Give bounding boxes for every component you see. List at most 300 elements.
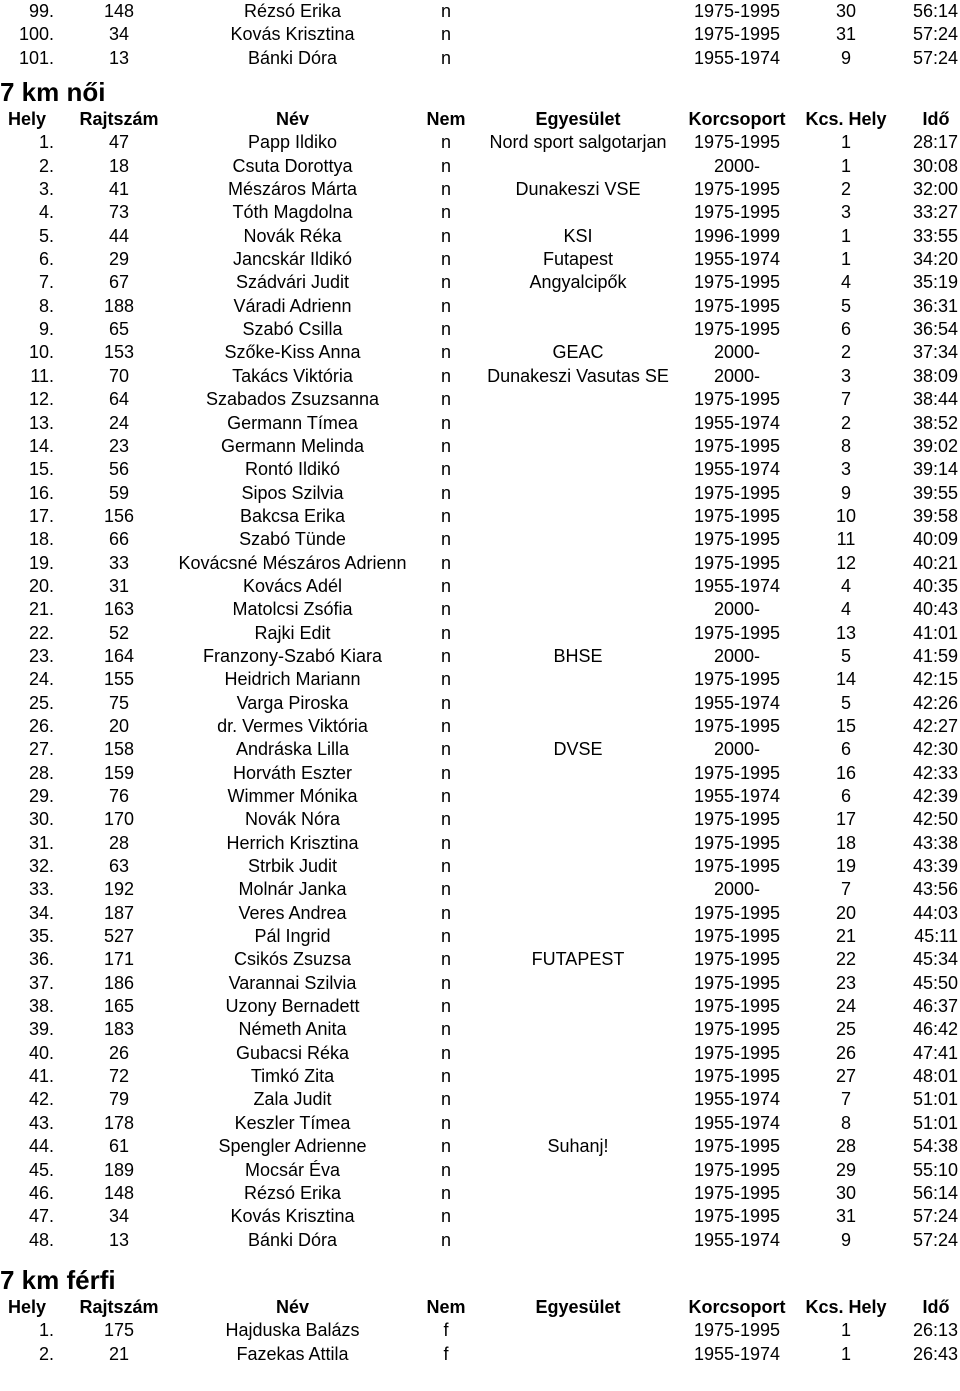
sex-cell: n bbox=[440, 1112, 451, 1133]
category-rank-cell: 27 bbox=[835, 1066, 857, 1087]
place-cell: 99. bbox=[28, 1, 54, 21]
table-row bbox=[0, 341, 960, 364]
table-row bbox=[0, 1018, 960, 1041]
table-row bbox=[0, 1112, 960, 1135]
bib-cell: 52 bbox=[108, 622, 130, 643]
place-cell: 45. bbox=[28, 1159, 54, 1180]
bib-cell: 165 bbox=[103, 996, 135, 1017]
time-cell: 45:50 bbox=[912, 972, 958, 993]
category-rank-cell: 1 bbox=[840, 132, 851, 153]
name-cell: Szabó Tünde bbox=[239, 529, 346, 550]
table-row bbox=[0, 435, 960, 458]
category-rank-cell: 6 bbox=[840, 786, 851, 806]
time-cell: 56:14 bbox=[912, 1182, 958, 1203]
table-row bbox=[0, 1229, 960, 1252]
category-cell: 2000- bbox=[713, 879, 761, 900]
time-cell: 34:20 bbox=[912, 249, 958, 270]
bib-cell: 34 bbox=[108, 1206, 130, 1227]
bib-cell: 65 bbox=[108, 319, 130, 340]
category-cell: 1975-1995 bbox=[693, 1320, 781, 1341]
name-cell: Takács Viktória bbox=[232, 365, 353, 386]
time-cell: 48:01 bbox=[912, 1066, 958, 1087]
category-cell: 1975-1995 bbox=[693, 902, 781, 923]
sex-cell: n bbox=[440, 365, 451, 386]
bib-cell: 26 bbox=[108, 1042, 130, 1063]
time-cell: 38:44 bbox=[912, 389, 958, 410]
bib-cell: 186 bbox=[103, 972, 135, 993]
place-cell: 4. bbox=[38, 202, 54, 223]
time-cell: 51:01 bbox=[912, 1112, 958, 1133]
place-cell: 43. bbox=[28, 1112, 54, 1133]
table-row bbox=[0, 225, 960, 248]
sex-cell: n bbox=[440, 575, 451, 596]
category-rank-cell: 6 bbox=[840, 319, 851, 340]
sex-cell: f bbox=[443, 1343, 449, 1364]
category-rank-cell: 20 bbox=[835, 902, 857, 923]
category-rank-cell: 23 bbox=[835, 972, 857, 993]
sex-cell: n bbox=[440, 132, 451, 153]
table-row bbox=[0, 575, 960, 598]
category-cell: 1975-1995 bbox=[693, 132, 781, 153]
time-cell: 39:58 bbox=[912, 505, 958, 526]
place-cell: 8. bbox=[38, 295, 54, 316]
category-cell: 1975-1995 bbox=[693, 1019, 781, 1040]
name-cell: Bánki Dóra bbox=[247, 1229, 338, 1250]
bib-cell: 178 bbox=[103, 1112, 135, 1133]
bib-cell: 158 bbox=[103, 739, 135, 760]
category-rank-cell: 1 bbox=[840, 1320, 851, 1341]
category-rank-cell: 9 bbox=[840, 1229, 851, 1250]
bib-cell: 79 bbox=[108, 1089, 130, 1110]
name-cell: Uzony Bernadett bbox=[225, 996, 360, 1017]
sex-cell: n bbox=[440, 832, 451, 853]
bib-cell: 66 bbox=[108, 529, 130, 550]
name-cell: Herrich Krisztina bbox=[226, 832, 359, 853]
place-cell: 13. bbox=[28, 412, 54, 433]
bib-cell: 59 bbox=[108, 482, 130, 503]
sex-cell: n bbox=[440, 949, 451, 970]
category-rank-cell: 2 bbox=[840, 179, 851, 200]
sex-cell: n bbox=[440, 692, 451, 713]
place-cell: 2. bbox=[38, 155, 54, 176]
name-cell: Mészáros Márta bbox=[227, 179, 358, 200]
time-cell: 42:50 bbox=[912, 809, 958, 830]
place-cell: 40. bbox=[28, 1042, 54, 1063]
time-cell: 39:14 bbox=[912, 459, 958, 480]
table-row bbox=[0, 692, 960, 715]
table-row bbox=[0, 271, 960, 294]
table-row bbox=[0, 1319, 960, 1342]
category-cell: 1975-1995 bbox=[693, 1042, 781, 1063]
category-rank-cell: 1 bbox=[840, 249, 851, 270]
sex-cell: n bbox=[440, 529, 451, 550]
category-cell: 1975-1995 bbox=[693, 529, 781, 550]
category-rank-cell: 10 bbox=[835, 505, 857, 526]
category-cell: 1975-1995 bbox=[693, 24, 781, 45]
name-cell: Varannai Szilvia bbox=[228, 972, 357, 993]
time-cell: 39:55 bbox=[912, 482, 958, 503]
category-cell: 2000- bbox=[713, 342, 761, 363]
category-cell: 1975-1995 bbox=[693, 715, 781, 736]
time-cell: 39:02 bbox=[912, 435, 958, 456]
category-rank-cell: 2 bbox=[840, 412, 851, 433]
place-cell: 12. bbox=[28, 389, 54, 410]
time-cell: 36:54 bbox=[912, 319, 958, 340]
table-row bbox=[0, 388, 960, 411]
place-cell: 5. bbox=[38, 225, 54, 246]
table-row bbox=[0, 0, 960, 23]
sex-cell: n bbox=[440, 715, 451, 736]
bib-cell: 153 bbox=[103, 342, 135, 363]
place-cell: 1. bbox=[38, 132, 54, 153]
table-row bbox=[0, 738, 960, 761]
category-cell: 1955-1974 bbox=[693, 786, 781, 806]
category-cell: 1975-1995 bbox=[693, 809, 781, 830]
name-cell: Rontó Ildikó bbox=[244, 459, 341, 480]
place-cell: 10. bbox=[28, 342, 54, 363]
category-cell: 1975-1995 bbox=[693, 972, 781, 993]
club-cell: DVSE bbox=[553, 739, 603, 760]
sex-cell: n bbox=[440, 972, 451, 993]
name-cell: Csikós Zsuzsa bbox=[233, 949, 352, 970]
table-row bbox=[0, 645, 960, 668]
table-header-row bbox=[0, 108, 960, 131]
sex-cell: n bbox=[440, 412, 451, 433]
place-cell: 39. bbox=[28, 1019, 54, 1040]
category-rank-cell: 7 bbox=[840, 389, 851, 410]
place-cell: 22. bbox=[28, 622, 54, 643]
name-cell: Mocsár Éva bbox=[244, 1159, 341, 1180]
category-cell: 1955-1974 bbox=[693, 1089, 781, 1110]
name-cell: Novák Nóra bbox=[244, 809, 341, 830]
name-cell: Franzony-Szabó Kiara bbox=[202, 645, 383, 666]
name-cell: Germann Melinda bbox=[220, 435, 365, 456]
category-rank-cell: 15 bbox=[835, 715, 857, 736]
category-rank-cell: 25 bbox=[835, 1019, 857, 1040]
time-cell: 42:30 bbox=[912, 739, 958, 760]
category-rank-cell: 8 bbox=[840, 435, 851, 456]
category-rank-cell: 7 bbox=[840, 879, 851, 900]
category-cell: 1975-1995 bbox=[693, 1182, 781, 1203]
category-rank-cell: 9 bbox=[840, 47, 851, 68]
name-cell: Kovás Krisztina bbox=[230, 24, 355, 45]
place-cell: 19. bbox=[28, 552, 54, 573]
column-header-time: Idő bbox=[922, 109, 950, 130]
sex-cell: n bbox=[440, 1229, 451, 1250]
sex-cell: n bbox=[440, 505, 451, 526]
column-header-place: Hely bbox=[8, 109, 47, 130]
bib-cell: 189 bbox=[103, 1159, 135, 1180]
category-cell: 1975-1995 bbox=[693, 622, 781, 643]
bib-cell: 170 bbox=[103, 809, 135, 830]
table-row bbox=[0, 855, 960, 878]
table-row bbox=[0, 155, 960, 178]
bib-cell: 75 bbox=[108, 692, 130, 713]
name-cell: Kovács Adél bbox=[242, 575, 343, 596]
category-cell: 1975-1995 bbox=[693, 272, 781, 293]
time-cell: 38:52 bbox=[912, 412, 958, 433]
category-rank-cell: 29 bbox=[835, 1159, 857, 1180]
place-cell: 15. bbox=[28, 459, 54, 480]
name-cell: Heidrich Mariann bbox=[224, 669, 361, 690]
table-row bbox=[0, 248, 960, 271]
category-rank-cell: 17 bbox=[835, 809, 857, 830]
category-rank-cell: 19 bbox=[835, 856, 857, 877]
sex-cell: n bbox=[440, 809, 451, 830]
column-header-category: Korcsoport bbox=[688, 1296, 786, 1317]
name-cell: Hajduska Balázs bbox=[225, 1320, 360, 1341]
sex-cell: n bbox=[440, 482, 451, 503]
table-row bbox=[0, 458, 960, 481]
time-cell: 41:01 bbox=[912, 622, 958, 643]
sex-cell: n bbox=[440, 762, 451, 783]
category-rank-cell: 8 bbox=[840, 1112, 851, 1133]
name-cell: Novák Réka bbox=[243, 225, 342, 246]
time-cell: 33:55 bbox=[912, 225, 958, 246]
column-header-club: Egyesület bbox=[535, 1296, 621, 1317]
category-cell: 1975-1995 bbox=[693, 762, 781, 783]
bib-cell: 73 bbox=[108, 202, 130, 223]
bib-cell: 56 bbox=[108, 459, 130, 480]
bib-cell: 527 bbox=[103, 926, 135, 947]
bib-cell: 21 bbox=[108, 1343, 130, 1364]
club-cell: Dunakeszi Vasutas SE bbox=[487, 365, 669, 386]
category-rank-cell: 18 bbox=[835, 832, 857, 853]
sex-cell: n bbox=[440, 319, 451, 340]
time-cell: 37:34 bbox=[912, 342, 958, 363]
name-cell: Andráska Lilla bbox=[235, 739, 350, 760]
category-cell: 1975-1995 bbox=[693, 179, 781, 200]
category-rank-cell: 31 bbox=[835, 1206, 857, 1227]
bib-cell: 72 bbox=[108, 1066, 130, 1087]
time-cell: 42:33 bbox=[912, 762, 958, 783]
bib-cell: 187 bbox=[103, 902, 135, 923]
place-cell: 38. bbox=[28, 996, 54, 1017]
place-cell: 27. bbox=[28, 739, 54, 760]
category-cell: 1975-1995 bbox=[693, 505, 781, 526]
sex-cell: n bbox=[440, 786, 451, 806]
column-header-sex: Nem bbox=[426, 109, 466, 130]
sex-cell: n bbox=[440, 1089, 451, 1110]
category-cell: 1955-1974 bbox=[693, 1229, 781, 1250]
club-cell: Dunakeszi VSE bbox=[515, 179, 641, 200]
time-cell: 28:17 bbox=[912, 132, 958, 153]
place-cell: 21. bbox=[28, 599, 54, 620]
place-cell: 41. bbox=[28, 1066, 54, 1087]
place-cell: 33. bbox=[28, 879, 54, 900]
category-cell: 1955-1974 bbox=[693, 575, 781, 596]
category-cell: 1975-1995 bbox=[693, 1136, 781, 1157]
place-cell: 29. bbox=[28, 786, 54, 806]
time-cell: 51:01 bbox=[912, 1089, 958, 1110]
category-cell: 1955-1974 bbox=[693, 1343, 781, 1364]
time-cell: 57:24 bbox=[912, 47, 958, 68]
bib-cell: 47 bbox=[108, 132, 130, 153]
club-cell: Futapest bbox=[542, 249, 614, 270]
category-cell: 1975-1995 bbox=[693, 1206, 781, 1227]
column-header-category-rank: Kcs. Hely bbox=[805, 1296, 887, 1317]
name-cell: Horváth Eszter bbox=[232, 762, 353, 783]
table-row bbox=[0, 201, 960, 224]
sex-cell: n bbox=[440, 1136, 451, 1157]
place-cell: 101. bbox=[18, 47, 54, 68]
table-row bbox=[0, 972, 960, 995]
time-cell: 41:59 bbox=[912, 645, 958, 666]
place-cell: 3. bbox=[38, 179, 54, 200]
sex-cell: n bbox=[440, 435, 451, 456]
table-row bbox=[0, 482, 960, 505]
place-cell: 6. bbox=[38, 249, 54, 270]
bib-cell: 13 bbox=[108, 47, 130, 68]
bib-cell: 13 bbox=[108, 1229, 130, 1250]
name-cell: Szádvári Judit bbox=[235, 272, 350, 293]
sex-cell: n bbox=[440, 1206, 451, 1227]
name-cell: Molnár Janka bbox=[238, 879, 347, 900]
time-cell: 56:14 bbox=[912, 1, 958, 21]
sex-cell: n bbox=[440, 1159, 451, 1180]
bib-cell: 175 bbox=[103, 1320, 135, 1341]
table-row bbox=[0, 622, 960, 645]
bib-cell: 148 bbox=[103, 1, 135, 21]
time-cell: 40:09 bbox=[912, 529, 958, 550]
place-cell: 34. bbox=[28, 902, 54, 923]
bib-cell: 44 bbox=[108, 225, 130, 246]
table-row bbox=[0, 1159, 960, 1182]
table-row bbox=[0, 295, 960, 318]
column-header-time: Idő bbox=[922, 1296, 950, 1317]
name-cell: Szabó Csilla bbox=[242, 319, 343, 340]
name-cell: Timkó Zita bbox=[250, 1066, 335, 1087]
bib-cell: 192 bbox=[103, 879, 135, 900]
category-rank-cell: 30 bbox=[835, 1182, 857, 1203]
table-row bbox=[0, 1205, 960, 1228]
name-cell: Csuta Dorottya bbox=[232, 155, 353, 176]
name-cell: Gubacsi Réka bbox=[235, 1042, 350, 1063]
time-cell: 45:34 bbox=[912, 949, 958, 970]
bib-cell: 33 bbox=[108, 552, 130, 573]
category-rank-cell: 9 bbox=[840, 482, 851, 503]
table-row bbox=[0, 878, 960, 901]
table-row bbox=[0, 598, 960, 621]
place-cell: 24. bbox=[28, 669, 54, 690]
sex-cell: n bbox=[440, 24, 451, 45]
category-cell: 1975-1995 bbox=[693, 1159, 781, 1180]
place-cell: 32. bbox=[28, 856, 54, 877]
category-cell: 1975-1995 bbox=[693, 295, 781, 316]
column-header-name: Név bbox=[275, 109, 310, 130]
column-header-bib: Rajtszám bbox=[79, 1296, 159, 1317]
time-cell: 43:38 bbox=[912, 832, 958, 853]
category-rank-cell: 5 bbox=[840, 295, 851, 316]
column-header-sex: Nem bbox=[426, 1296, 466, 1317]
category-rank-cell: 30 bbox=[835, 1, 857, 21]
name-cell: Germann Tímea bbox=[227, 412, 358, 433]
column-header-category-rank: Kcs. Hely bbox=[805, 109, 887, 130]
club-cell: GEAC bbox=[552, 342, 604, 363]
category-cell: 1975-1995 bbox=[693, 552, 781, 573]
category-cell: 1975-1995 bbox=[693, 202, 781, 223]
sex-cell: n bbox=[440, 1, 451, 21]
column-header-bib: Rajtszám bbox=[79, 109, 159, 130]
name-cell: Rézsó Erika bbox=[243, 1, 342, 21]
bib-cell: 61 bbox=[108, 1136, 130, 1157]
bib-cell: 24 bbox=[108, 412, 130, 433]
table-row bbox=[0, 318, 960, 341]
bib-cell: 148 bbox=[103, 1182, 135, 1203]
section-title: 7 km női bbox=[0, 77, 106, 108]
time-cell: 40:35 bbox=[912, 575, 958, 596]
category-cell: 1975-1995 bbox=[693, 319, 781, 340]
time-cell: 42:39 bbox=[912, 786, 958, 806]
bib-cell: 156 bbox=[103, 505, 135, 526]
time-cell: 32:00 bbox=[912, 179, 958, 200]
table-row bbox=[0, 715, 960, 738]
sex-cell: n bbox=[440, 622, 451, 643]
table-row bbox=[0, 1343, 960, 1366]
category-rank-cell: 6 bbox=[840, 739, 851, 760]
time-cell: 42:15 bbox=[912, 669, 958, 690]
category-rank-cell: 4 bbox=[840, 575, 851, 596]
category-cell: 1975-1995 bbox=[693, 996, 781, 1017]
time-cell: 33:27 bbox=[912, 202, 958, 223]
table-row bbox=[0, 902, 960, 925]
sex-cell: n bbox=[440, 249, 451, 270]
category-cell: 1955-1974 bbox=[693, 249, 781, 270]
sex-cell: n bbox=[440, 295, 451, 316]
sex-cell: n bbox=[440, 739, 451, 760]
bib-cell: 159 bbox=[103, 762, 135, 783]
sex-cell: n bbox=[440, 389, 451, 410]
time-cell: 55:10 bbox=[912, 1159, 958, 1180]
category-cell: 1975-1995 bbox=[693, 1, 781, 21]
category-cell: 2000- bbox=[713, 645, 761, 666]
category-rank-cell: 24 bbox=[835, 996, 857, 1017]
category-rank-cell: 5 bbox=[840, 645, 851, 666]
table-header-row bbox=[0, 1296, 960, 1319]
time-cell: 54:38 bbox=[912, 1136, 958, 1157]
category-rank-cell: 5 bbox=[840, 692, 851, 713]
column-header-place: Hely bbox=[8, 1296, 47, 1317]
place-cell: 25. bbox=[28, 692, 54, 713]
table-row bbox=[0, 178, 960, 201]
category-cell: 1975-1995 bbox=[693, 389, 781, 410]
table-row bbox=[0, 948, 960, 971]
name-cell: Spengler Adrienne bbox=[218, 1136, 367, 1157]
table-row bbox=[0, 832, 960, 855]
sex-cell: n bbox=[440, 669, 451, 690]
time-cell: 45:11 bbox=[914, 926, 958, 947]
category-cell: 1975-1995 bbox=[693, 669, 781, 690]
category-cell: 1975-1995 bbox=[693, 926, 781, 947]
place-cell: 31. bbox=[28, 832, 54, 853]
category-cell: 2000- bbox=[713, 155, 761, 176]
category-rank-cell: 1 bbox=[840, 155, 851, 176]
bib-cell: 18 bbox=[108, 155, 130, 176]
category-rank-cell: 7 bbox=[840, 1089, 851, 1110]
category-rank-cell: 2 bbox=[840, 342, 851, 363]
column-header-club: Egyesület bbox=[535, 109, 621, 130]
category-rank-cell: 12 bbox=[835, 552, 857, 573]
table-row bbox=[0, 1182, 960, 1205]
category-rank-cell: 21 bbox=[835, 926, 857, 947]
category-rank-cell: 3 bbox=[840, 365, 851, 386]
sex-cell: n bbox=[440, 47, 451, 68]
table-row bbox=[0, 365, 960, 388]
bib-cell: 23 bbox=[108, 435, 130, 456]
time-cell: 38:09 bbox=[912, 365, 958, 386]
name-cell: Kovás Krisztina bbox=[230, 1206, 355, 1227]
table-row bbox=[0, 412, 960, 435]
